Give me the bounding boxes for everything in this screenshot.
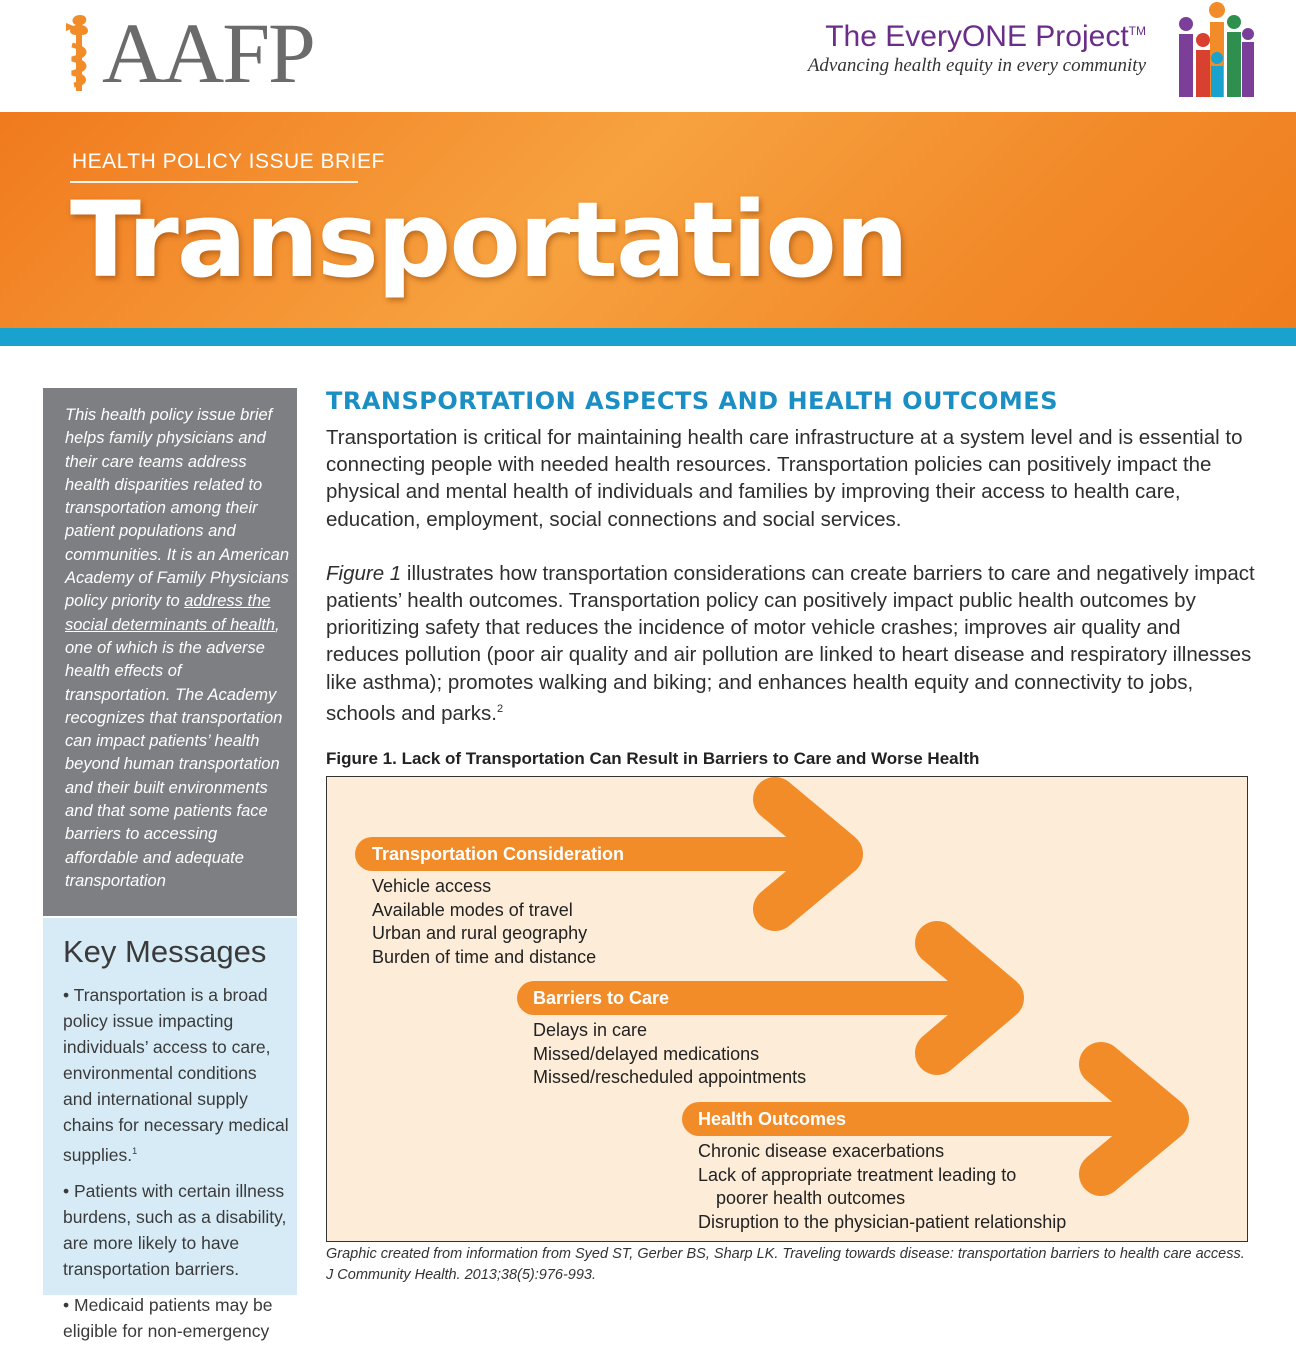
list-item: Missed/rescheduled appointments [533,1067,807,1087]
list-item: Lack of appropriate treatment leading to [698,1164,1017,1185]
reference-marker: 1 [132,1146,138,1156]
aafp-wordmark: AAFP [102,5,314,101]
list-item: Burden of time and distance [372,946,597,967]
list-item: Delays in care [533,1020,648,1040]
aafp-logo [62,5,314,101]
figure-reference: Figure 1 [326,561,402,585]
caduceus-icon [62,11,98,95]
social-determinants-link[interactable]: address the social determinants of health [65,592,276,634]
stage-items-transportation [372,875,596,969]
list-item: poorer health outcomes [716,1188,906,1208]
key-messages-title: Key Messages [63,934,267,969]
list-item: • Patients with certain illness burdens, such as a disability, are more likely to have transportation barriers. [63,1180,287,1279]
key-messages-list [63,982,289,1354]
intro-text: This health policy issue brief helps family physicians and their care teams address health disparities related to transportation among their patient populations and communities. It is an American Academy of Family Physicians policy priority to address the social determinants of health, one of which is the adverse health effects of transportation. The Academy recognizes that transportation can impact patients’ health beyond human transportation and their built environments and that some patients face barriers to accessing affordable and adequate transportation [65,406,290,890]
paragraph-1: Transportation is critical for maintaining health care infrastructure at a system level and is essential to connecting people with needed health resources. Transportation policies can positively impact the physical and mental health of individuals and families by improving their access to health care, education, employment, social connections and social services. [326,426,1243,531]
figure-1 [326,776,1248,1242]
everyone-project-title: The EveryONE Project™ [825,20,1146,53]
list-item: Urban and rural geography [372,923,588,943]
stage-label-outcomes: Health Outcomes [698,1109,847,1129]
figure-caption: Figure 1. Lack of Transportation Can Result in Barriers to Care and Worse Health [326,749,980,768]
stage-label-transportation: Transportation Consideration [372,844,625,864]
people-group-icon [1176,0,1256,100]
list-item: Chronic disease exacerbations [698,1141,945,1161]
stage-label-barriers: Barriers to Care [533,988,670,1008]
paragraph-2: Figure 1 illustrates how transportation considerations can create barriers to care and negatively impact patients’ health outcomes. Transportation policy can positively impact public health outcomes by prioritizing safety that reduces the incidence of motor vehicle crashes; improves air quality and reduces pollution (poor air quality and air pollution are linked to heart disease and respiratory illnesses like asthma); promotes walking and biking; and enhances health equity and connectivity to jobs, schools and parks.$^2$ [326,561,1255,725]
intro-sidebar [43,388,297,916]
list-item: • Medicaid patients may be eligible for non-emergency [63,1294,273,1341]
page-header [0,0,1296,112]
reference-marker: 2 [496,702,504,715]
figure-credit: Graphic created from information from Syed ST, Gerber BS, Sharp LK. Traveling towards disease: transportation barriers to health care access. J Community Health. 2013;38(5):976-993. [326,1246,1245,1283]
stage-items-barriers [533,1019,806,1090]
list-item: Missed/delayed medications [533,1043,760,1064]
list-item: Vehicle access [372,876,492,896]
key-messages-box [43,918,297,1341]
everyone-project-logo [808,20,1146,77]
stage-items-outcomes [698,1140,1066,1234]
list-item: • Transportation is a broad policy issue impacting individuals’ access to care, environmental conditions and international supply chains for necessary medical supplies.$^1$ [63,985,289,1165]
section-heading: TRANSPORTATION ASPECTS AND HEALTH OUTCOMES [326,387,1058,415]
banner-stripe [0,328,1296,346]
page-title: Transportation [70,179,907,301]
list-item: Disruption to the physician-patient relationship [698,1211,1067,1232]
brief-type-label: HEALTH POLICY ISSUE BRIEF [72,150,385,173]
list-item: Available modes of travel [372,899,573,920]
trademark: TM [1128,24,1146,38]
everyone-project-tagline: Advancing health equity in every community [807,55,1146,76]
main-content [326,384,1256,727]
